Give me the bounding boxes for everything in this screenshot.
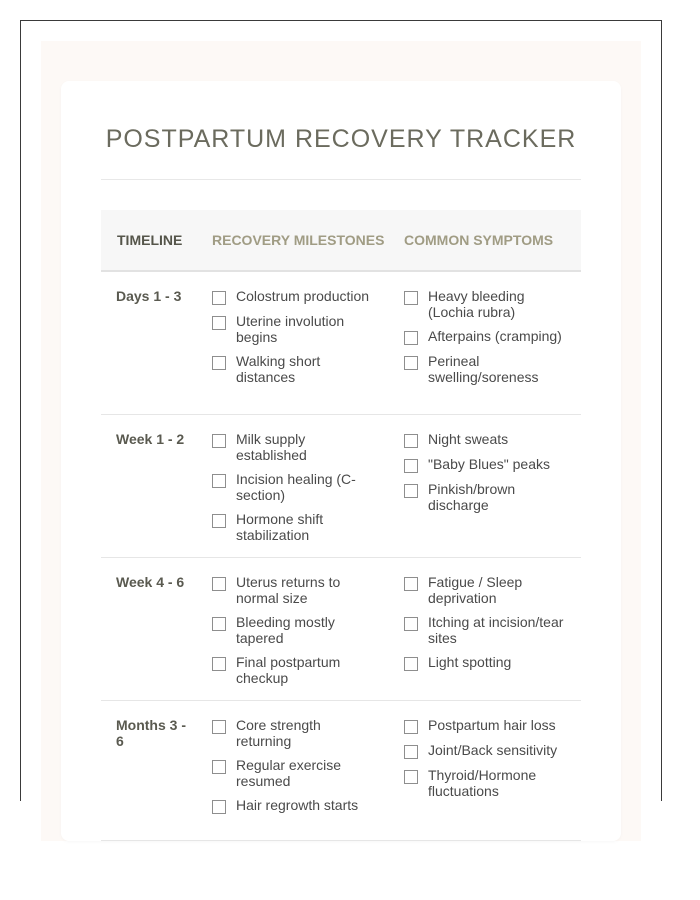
table-row: [101, 415, 581, 558]
header-symptoms: COMMON SYMPTOMS: [404, 231, 554, 248]
symptom-checkbox[interactable]: [404, 291, 418, 305]
milestone-label: Uterus returns to normal size: [236, 574, 341, 606]
symptom-checkbox[interactable]: [404, 484, 418, 498]
symptom-checkbox[interactable]: [404, 745, 418, 759]
milestone-item: [212, 288, 378, 305]
symptom-checkbox[interactable]: [404, 459, 418, 473]
symptom-label: Heavy bleeding (Lochia rubra): [428, 288, 525, 320]
milestones-cell: [196, 558, 388, 700]
tracker-card: [61, 81, 621, 841]
milestone-label: Regular exercise resumed: [236, 757, 342, 789]
title-divider: [101, 179, 581, 180]
page-backdrop: [41, 41, 641, 841]
symptom-item: [404, 654, 571, 671]
symptom-checkbox[interactable]: [404, 657, 418, 671]
symptom-label: "Baby Blues" peaks: [428, 456, 551, 472]
page-title: POSTPARTUM RECOVERY TRACKER: [105, 125, 577, 153]
symptoms-cell: [388, 701, 581, 840]
timeline-cell: Week 4 - 6: [116, 574, 185, 590]
header-timeline: TIMELINE: [117, 231, 183, 248]
symptoms-cell: [388, 558, 581, 700]
symptom-item: [404, 614, 571, 646]
timeline-cell: Days 1 - 3: [116, 288, 182, 304]
milestone-item: [212, 614, 378, 646]
symptom-label: Fatigue / Sleep deprivation: [428, 574, 523, 606]
symptoms-cell: [388, 272, 581, 414]
table-row: [101, 701, 581, 841]
milestone-label: Hormone shift stabilization: [236, 511, 324, 543]
milestone-item: [212, 654, 378, 686]
header-milestones: RECOVERY MILESTONES: [212, 231, 385, 248]
symptom-checkbox[interactable]: [404, 617, 418, 631]
milestone-label: Incision healing (C-section): [236, 471, 356, 503]
symptom-checkbox[interactable]: [404, 356, 418, 370]
milestone-checkbox[interactable]: [212, 356, 226, 370]
table-row: [101, 558, 581, 701]
milestone-item: [212, 353, 378, 385]
timeline-cell: Months 3 - 6: [116, 717, 186, 749]
symptom-checkbox[interactable]: [404, 331, 418, 345]
milestones-cell: [196, 701, 388, 840]
timeline-cell: Week 1 - 2: [116, 431, 185, 447]
milestone-label: Core strength returning: [236, 717, 321, 749]
table-body: [101, 272, 581, 841]
milestone-label: Uterine involution begins: [236, 313, 345, 345]
milestone-checkbox[interactable]: [212, 316, 226, 330]
symptom-label: Joint/Back sensitivity: [428, 742, 558, 758]
milestone-item: [212, 797, 378, 814]
milestone-checkbox[interactable]: [212, 514, 226, 528]
symptom-label: Thyroid/Hormone fluctuations: [428, 767, 537, 799]
milestone-checkbox[interactable]: [212, 291, 226, 305]
symptom-checkbox[interactable]: [404, 577, 418, 591]
symptom-label: Perineal swelling/soreness: [428, 353, 539, 385]
milestone-label: Hair regrowth starts: [236, 797, 359, 813]
symptom-item: [404, 456, 571, 473]
milestone-checkbox[interactable]: [212, 760, 226, 774]
table-row: [101, 272, 581, 415]
milestone-label: Milk supply established: [236, 431, 307, 463]
milestone-checkbox[interactable]: [212, 657, 226, 671]
symptom-item: [404, 328, 571, 345]
milestone-label: Final postpartum checkup: [236, 654, 341, 686]
symptom-item: [404, 742, 571, 759]
symptom-item: [404, 288, 571, 320]
milestone-item: [212, 431, 378, 463]
symptom-label: Itching at incision/tear sites: [428, 614, 564, 646]
milestone-item: [212, 757, 378, 789]
symptom-label: Pinkish/brown discharge: [428, 481, 516, 513]
milestone-checkbox[interactable]: [212, 577, 226, 591]
symptom-label: Light spotting: [428, 654, 512, 670]
milestone-label: Walking short distances: [236, 353, 321, 385]
milestone-checkbox[interactable]: [212, 434, 226, 448]
symptom-label: Afterpains (cramping): [428, 328, 562, 344]
symptom-item: [404, 481, 571, 513]
symptom-item: [404, 767, 571, 799]
milestone-item: [212, 313, 378, 345]
milestone-checkbox[interactable]: [212, 617, 226, 631]
milestone-item: [212, 574, 378, 606]
document-frame: [20, 20, 662, 813]
milestone-checkbox[interactable]: [212, 474, 226, 488]
milestone-checkbox[interactable]: [212, 720, 226, 734]
milestones-cell: [196, 415, 388, 557]
milestone-item: [212, 717, 378, 749]
tracker-table: [101, 210, 581, 841]
symptom-checkbox[interactable]: [404, 770, 418, 784]
symptom-checkbox[interactable]: [404, 720, 418, 734]
milestone-checkbox[interactable]: [212, 800, 226, 814]
symptom-checkbox[interactable]: [404, 434, 418, 448]
symptom-label: Night sweats: [428, 431, 509, 447]
symptoms-cell: [388, 415, 581, 557]
symptom-item: [404, 574, 571, 606]
milestone-item: [212, 511, 378, 543]
table-header: [101, 210, 581, 272]
milestone-label: Colostrum production: [236, 288, 370, 304]
symptom-item: [404, 353, 571, 385]
symptom-item: [404, 431, 571, 448]
symptom-item: [404, 717, 571, 734]
symptom-label: Postpartum hair loss: [428, 717, 556, 733]
milestone-item: [212, 471, 378, 503]
milestones-cell: [196, 272, 388, 414]
milestone-label: Bleeding mostly tapered: [236, 614, 335, 646]
